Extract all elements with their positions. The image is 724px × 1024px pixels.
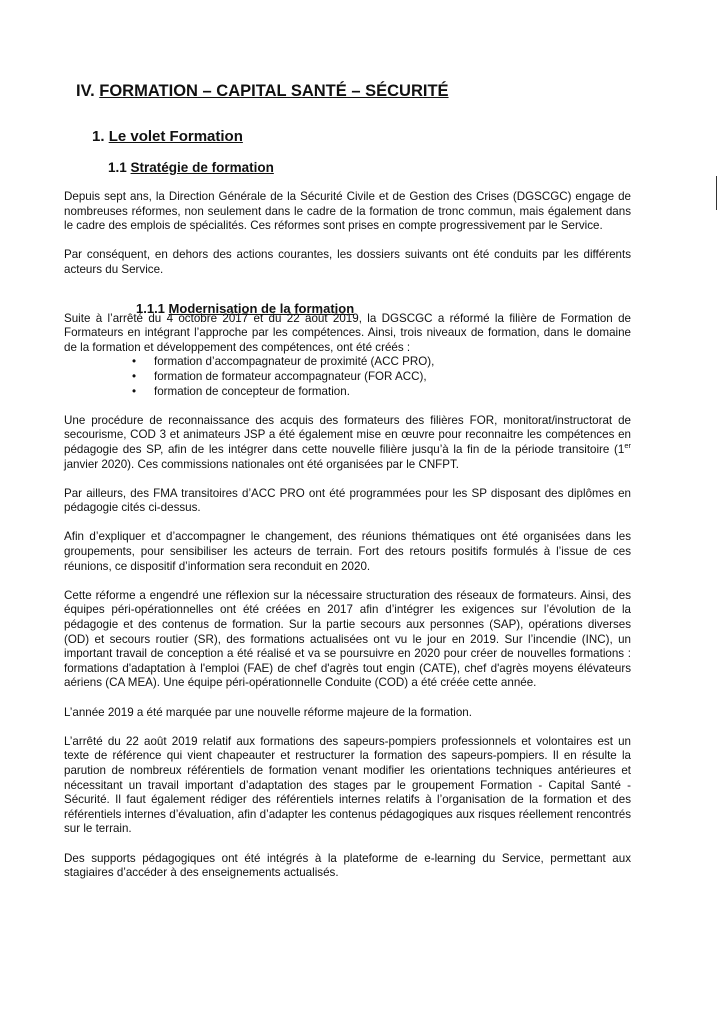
section-number: IV. <box>76 82 95 100</box>
paragraph-annee-2019: L’année 2019 a été marquée par une nouvelle réforme majeure de la formation. <box>64 705 472 719</box>
paragraph-supports: Des supports pédagogiques ont été intégrés à la plateforme de e-learning du Service, permettant aux stagiaires d’accéder à des enseignements actualisés. <box>64 851 631 880</box>
subsection-heading <box>92 128 243 145</box>
subsection-title: Le volet Formation <box>108 128 243 145</box>
subsubsection-number: 1.1 <box>108 160 127 175</box>
heading4-number: 1.1.1 <box>136 301 165 316</box>
paragraph-fma: Par ailleurs, des FMA transitoires d’ACC PRO ont été programmées pour les SP disposant des diplômes en pédagogie cités ci-dessus. <box>64 486 631 515</box>
subsubsection-heading <box>108 160 274 175</box>
paragraph-procedure <box>64 414 631 472</box>
bullet-list <box>64 355 631 399</box>
paragraph-intro-2: Par conséquent, en dehors des actions courantes, les dossiers suivants ont été conduits par les différents acteurs du Service. <box>64 248 631 276</box>
list-item: • formation de concepteur de formation. <box>154 385 631 400</box>
body-text <box>64 190 631 881</box>
paragraph-arrete: L’arrêté du 22 août 2019 relatif aux formations des sapeurs-pompiers professionnels et volontaires est un texte de référence qui vient chapeauter et restructurer la formation des sapeurs-pompiers. Il en résulte la parution de nombreux référentiels de formation venant modifier les orientations techniques antérieures et nécessitant un travail important d’adaptation des stages par le groupement Formation - Capital Santé - Sécurité. Il faut également rédiger des référentiels internes relatifs à l’organisation de la formation et des référentiels internes d’évaluation, afin d’adapter les contenus pédagogiques aux risques réellement rencontrés sur le terrain. <box>64 734 631 836</box>
margin-bar <box>716 176 717 210</box>
section-heading <box>76 82 449 101</box>
paragraph-reforme: Suite à l’arrêté du 4 octobre 2017 et du 22 août 2019, la DGSCGC a réformé la filière de Formation de Formateurs en intégrant l’approche par les compétences. Ainsi, trois niveaux de formation, dans le domaine de la formation et développement des compétences, ont été créés : <box>64 311 631 354</box>
list-item: • formation d’accompagnateur de proximité (ACC PRO), <box>154 355 631 370</box>
list-item: • formation de formateur accompagnateur (FOR ACC), <box>154 370 631 385</box>
procedure-text-after: janvier 2020). Ces commissions nationales ont été organisées par le CNFPT. <box>64 457 460 471</box>
procedure-text-before: Une procédure de reconnaissance des acquis des formateurs des filières FOR, monitorat/instructorat de secourisme, COD 3 et animateurs JSP a été également mise en œuvre pour reconnaitre les compétences en pédagogie des SP, afin de les intégrer dans cette nouvelle filière jusqu’à la fin de la période transitoire (1 <box>64 413 631 456</box>
section-title: FORMATION – CAPITAL SANTÉ – SÉCURITÉ <box>99 82 449 100</box>
paragraph-intro-1: Depuis sept ans, la Direction Générale de la Sécurité Civile et de Gestion des Crises (DGSCGC) engage de nombreuses réformes, non seulement dans le cadre de la formation de tronc commun, mais également dans le cadre des emplois de spécialités. Ces réformes sont prises en compte progressivement par le Service. <box>64 190 631 233</box>
heading4-title: Modernisation de la formation <box>168 301 355 316</box>
subsubsection-title: Stratégie de formation <box>130 160 274 175</box>
subsection-number: 1. <box>92 128 105 145</box>
procedure-superscript: er <box>624 441 631 451</box>
paragraph-reseaux: Cette réforme a engendré une réflexion sur la nécessaire structuration des réseaux de formateurs. Ainsi, des équipes péri-opérationnelles ont été créées en 2017 afin d’intégrer les exigences sur l’évolution de la pédagogie et des contenus de formation. Sur la partie secours aux personnes (SAP), opérations diverses (OD) et secours routier (SR), des formations actualisées ont vu le jour en 2019. Sur l’incendie (INC), un important travail de conception a été réalisé et va se poursuivre en 2020 pour créer de nouvelles formations : formations d'adaptation à l'emploi (FAE) de chef d'agrès tout engin (CATE), chef d'agrès moyens élévateurs aériens (CA MEA). Une équipe péri-opérationnelle Conduite (COD) a été créée cette année. <box>64 588 631 690</box>
paragraph-reunions: Afin d’expliquer et d’accompagner le changement, des réunions thématiques ont été organisées dans les groupements, pour sensibiliser les acteurs de terrain. Fort des retours positifs formulés à l’issue de ces réunions, ce dispositif d’information sera reconduit en 2020. <box>64 530 631 573</box>
